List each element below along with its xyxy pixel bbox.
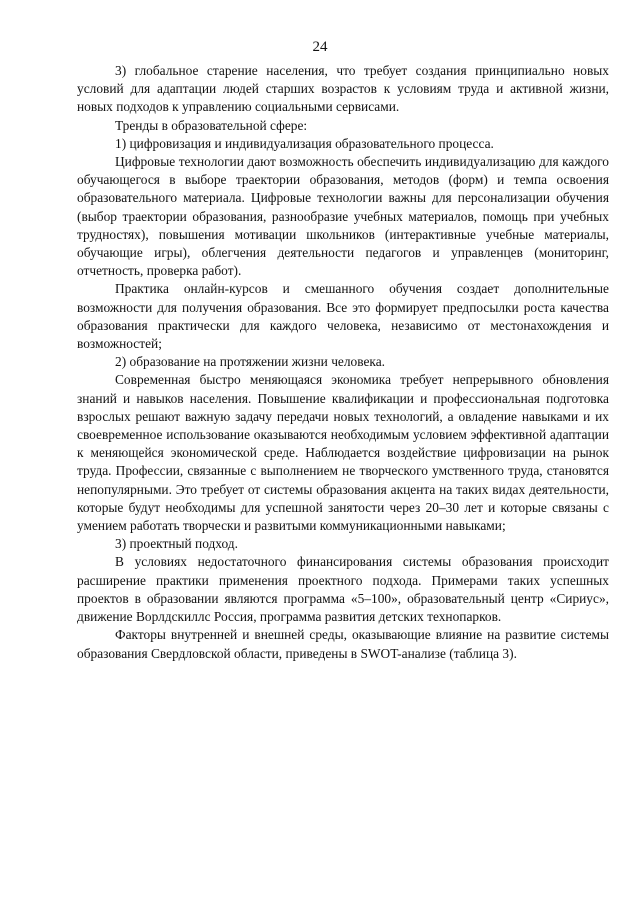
paragraph-education-trends-heading: Тренды в образовательной сфере: — [115, 117, 308, 133]
paragraph-digital-technologies: Цифровые технологии дают возможность обеспечить индивидуализацию для каждого обучающегося в выборе траектории образования, методов (форм) и темпа освоения образовательного материала. Цифровые технологии важны для персонализации обучения (выбор траектории образования, разнообразие учебных материалов, помощь при учебных трудностях), повышения мотивации школьников (интерактивные учебные материалы, обучающие игры), облегчения деятельности педагогов и управленцев (мониторинг, отчетность, проверка работ). — [77, 154, 609, 279]
paragraph-aging-population: 3) глобальное старение населения, что требует создания принципиально новых условий для адаптации людей старших возрастов к условиям труда и активной жизни, новых подходов к управлению социальными сервисами. — [77, 63, 609, 115]
paragraph-trend-digitalization: 1) цифровизация и индивидуализация образовательного процесса. — [115, 135, 494, 151]
paragraph-online-courses: Практика онлайн-курсов и смешанного обучения создает дополнительные возможности для получения образования. Все это формирует предпосылки роста качества образования практически для каждого человека, независимо от местонахождения и возможностей; — [77, 281, 609, 352]
document-body — [77, 62, 609, 663]
paragraph-changing-economy: Современная быстро меняющаяся экономика требует непрерывного обновления знаний и навыков населения. Повышение квалификации и профессиональная подготовка взрослых решают важную задачу передачи новых технологий, а овладение навыками и их своевременное использование оказываются необходимым условием эффективной адаптации к меняющейся экономической среде. Наблюдается воздействие цифровизации на рынок труда. Профессии, связанные с выполнением не творческого умственного труда, становятся непопулярными. Это требует от системы образования акцента на таких видах деятельности, которые будут необходимы для успешной занятости через 20–30 лет и которые связаны с умением работать творчески и развитыми коммуникационными навыками; — [77, 372, 609, 534]
paragraph-trend-lifelong-learning: 2) образование на протяжении жизни человека. — [115, 354, 386, 370]
page-number: 24 — [312, 39, 328, 55]
paragraph-trend-project-approach: 3) проектный подход. — [115, 536, 238, 552]
paragraph-swot-reference: Факторы внутренней и внешней среды, оказывающие влияние на развитие системы образования Свердловской области, приведены в SWOT-анализе (таблица 3). — [77, 627, 609, 661]
paragraph-project-examples: В условиях недостаточного финансирования системы образования происходит расширение практики применения проектного подхода. Примерами таких успешных проектов в образовании являются программа «5–100», образовательный центр «Сириус», движение Ворлдскиллс Россия, программа развития детских технопарков. — [77, 554, 609, 625]
